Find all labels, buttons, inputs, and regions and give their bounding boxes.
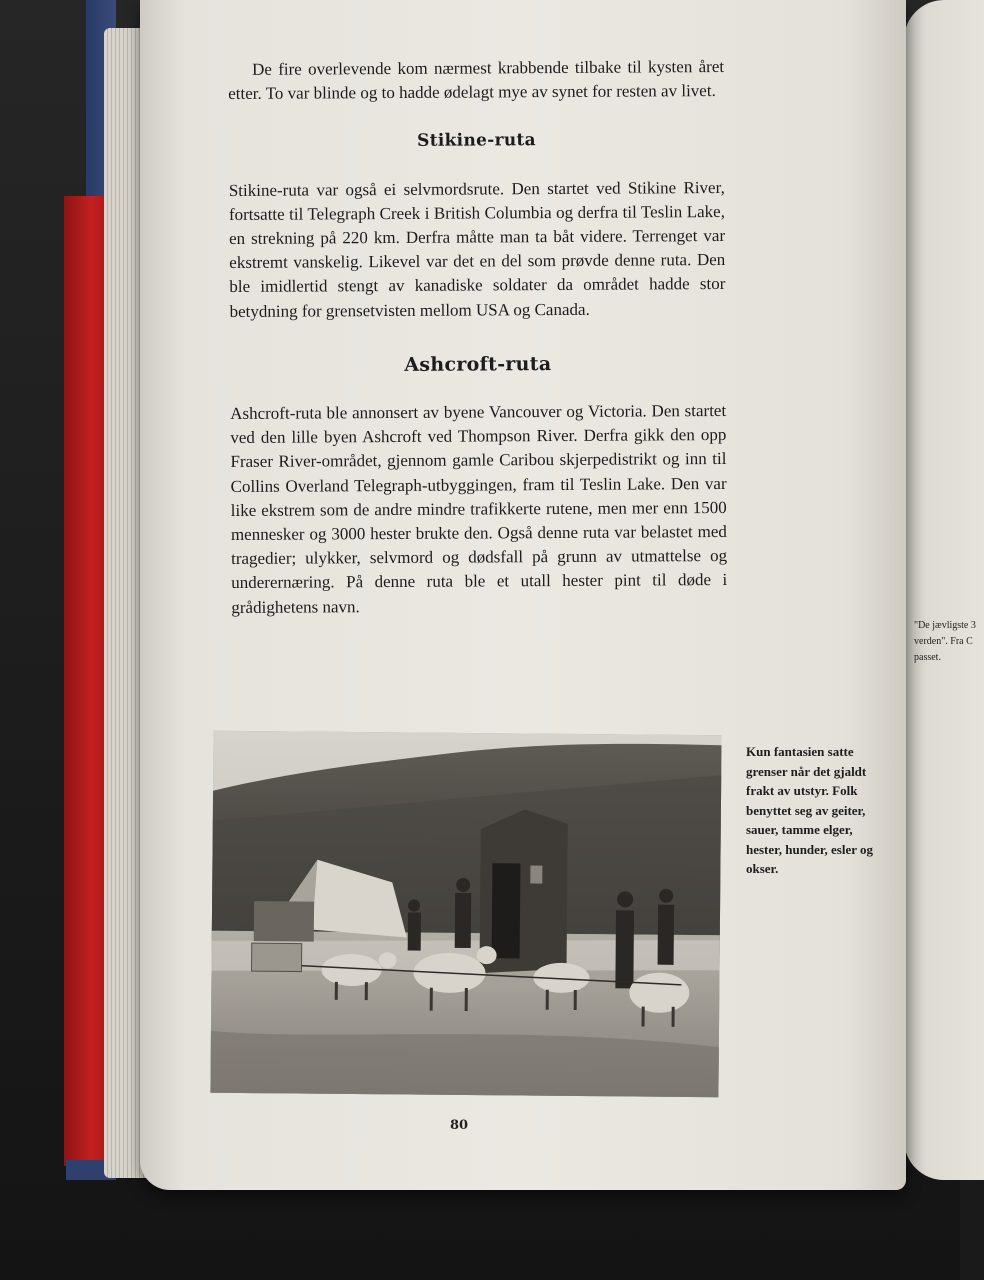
- section-body-stikine: Stikine-ruta var også ei selvmordsrute. Den startet ved Stikine River, fortsatte til Telegraph Creek i British Columbia og derfra til Teslin Lake, en strekning på 220 km. Derfra måtte man ta båt videre. Terrenget var ekstremt vanskelig. Likevel var det en del som prøvde denne ruta. Den ble imidlertid stengt av kanadiske soldater da området hadde stor betydning for grensetvisten mellom USA og Canada.: [228, 177, 726, 321]
- facing-page-note: "De jævligste verden". Fra passet.: [914, 620, 969, 663]
- section-body-ashcroft: Ashcroft-ruta ble annonsert av byene Vancouver og Victoria. Den startet ved den lille byen Ashcroft ved Thompson River. Derfra gikk den opp Fraser River-området, gjennom gamle Caribou skjerpedistrikt og inn til Collins Overland Telegraph-utbyggingen, fram til Teslin Lake. Den var like ekstrem som de andre mindre trafikkerte rutene, men mer enn 1500 mennesker og 3000 hester brukte den. Også denne ruta var belastet med tragedier; ulykker, selvmord og dødsfall på grunn av utmattelse og underernæring. På denne ruta ble et utall hester pint til døde i grådighetens navn.: [230, 400, 728, 617]
- section-heading-ashcroft: Ashcroft-ruta: [404, 352, 552, 376]
- historical-photo: [210, 731, 721, 1097]
- photo-caption: Kun fantasien satte grenser når det gjaldt frakt av utstyr. Folk benyttet seg av geiter, sauer, tamme elger, hester, hunder, esler og okser.: [746, 744, 873, 876]
- page-text: [228, 55, 727, 620]
- photo-illustration: [210, 731, 721, 1097]
- log-pile: [254, 901, 314, 942]
- section-heading-stikine: Stikine-ruta: [417, 130, 536, 152]
- intro-paragraph: De fire overlevende kom nærmest krabbende tilbake til kysten året etter. To var blinde og to hadde ødelagt mye av synet for resten av livet.: [228, 56, 725, 104]
- sled: [251, 943, 301, 971]
- page-number: 80: [450, 1118, 469, 1133]
- facing-page: [904, 0, 984, 1180]
